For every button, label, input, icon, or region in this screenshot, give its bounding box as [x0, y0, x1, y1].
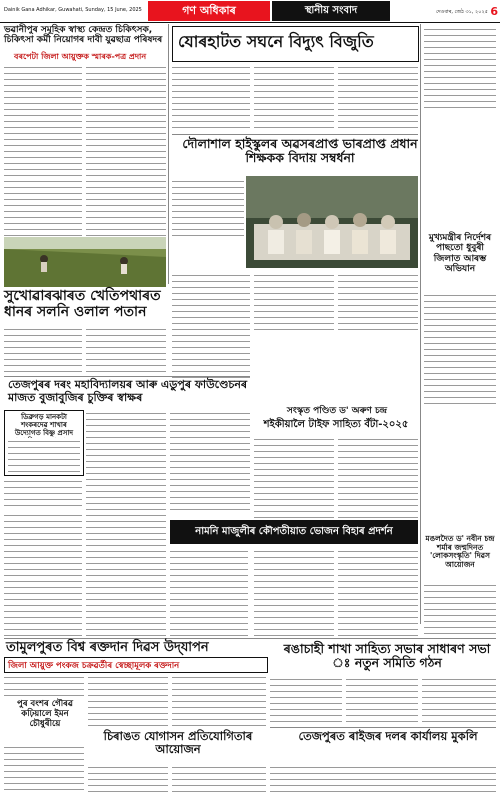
- article-body: [270, 764, 496, 792]
- article-body: [4, 326, 82, 374]
- article-headline: শইকীয়ালৈ টাইফ সাহিত্য বঁটা-২০২৫: [263, 419, 409, 430]
- article-headline: তামুলপুৰত বিশ্ব ৰক্তদান দিৱস উদ্‌যাপন: [6, 640, 209, 655]
- article-headline: তেজপুৰত ৰাইজৰ দলৰ কাৰ্যালয় মুকলি: [298, 729, 478, 743]
- article-body: [338, 64, 418, 132]
- article-headline: দৌলাশাল হাইস্কুলৰ অৱসৰপ্ৰাপ্ত ভাৰপ্ৰাপ্ত প্ৰধান শিক্ষকক বিদায় সম্বৰ্ধনা: [182, 136, 418, 166]
- article-body: [170, 548, 248, 636]
- article-body: [88, 674, 168, 728]
- article-headline: ভৱানীপুৰ সমূহিক স্বাস্থ্য কেন্দ্ৰত চিকিৎসক, চিকিৎসা কৰ্মী নিয়োগৰ দাবী যুৱছাত্ৰ পৰিষদৰ: [4, 25, 163, 46]
- article-body: [422, 676, 496, 724]
- article-body: [172, 764, 266, 792]
- article-headline: সুখোৱাৰঝাৰত খেতিপথাৰত ধানৰ সলনি ওলাল পতান: [4, 288, 161, 321]
- article-body: [424, 26, 496, 112]
- article-body: [270, 676, 342, 724]
- article-body: [254, 64, 334, 132]
- article-body: [424, 292, 496, 404]
- paddy-field-photo: [4, 237, 166, 287]
- article-subhead: বৰপেটা জিলা আয়ুক্তক স্মাৰক-পত্ৰ প্ৰদান: [14, 52, 147, 61]
- article-headline: চিৰাঙত যোগাসন প্ৰতিযোগিতাৰ আয়োজন: [103, 729, 253, 757]
- article-subhead: জিলা আয়ুক্ত পংকজ চক্ৰৱৰ্তীৰ স্বেচ্ছামূলক ৰক্তদান: [8, 661, 180, 671]
- article-body: [254, 436, 334, 520]
- divider: [4, 376, 250, 377]
- article-body: [172, 272, 250, 382]
- article-body: [424, 582, 496, 634]
- article-body: [4, 674, 84, 698]
- article-body: [4, 478, 82, 508]
- article-body: [86, 64, 166, 258]
- article-headline: ডিব্ৰুগড় মানকটা শংকৰদেৱ শাখাৰ উদ্যোগত বিষ্ণু প্ৰসাদ: [14, 413, 74, 438]
- article-body: [86, 410, 166, 510]
- article-body: [4, 744, 84, 792]
- article-body: [338, 436, 418, 520]
- article-body: [172, 674, 266, 728]
- divider: [172, 134, 418, 135]
- article-body: [172, 178, 244, 236]
- article-headline: ৰঙাচাহী শাখা সাহিত্য সভাৰ সাধাৰণ সভা ঃ নতুন সমিতি গঠন: [283, 641, 491, 671]
- article-headline: তেজপুৰৰ দৰং মহাবিদ্যালয়ৰ আৰু এডুপুৰ ফাউণ্ডেচনৰ মাজত বুজাবুজিৰ চুক্তিৰ স্বাক্ষৰ: [8, 378, 248, 404]
- article-headline-banner: নামনি মাজুলীৰ কৌপতীয়াত ভোজন বিহাৰ প্ৰদৰ্শন: [170, 520, 418, 544]
- article-body: [88, 764, 168, 792]
- page-number: 6: [490, 5, 498, 18]
- divider: [270, 727, 496, 728]
- article-body: [4, 512, 82, 636]
- article-body: [338, 272, 418, 330]
- column-divider: [168, 24, 169, 284]
- article-headline: পুৰ বংশৰ গৌৰৱ কঢ়িয়ালে ইমন চৌধুৰীয়ে: [17, 699, 73, 729]
- edition-line: Dainik Gana Adhikar, Guwahati, Sunday, 15 June, 2025: [4, 7, 142, 13]
- article-body: [86, 512, 166, 636]
- masthead-rule: [0, 22, 500, 23]
- article-body: [8, 438, 80, 472]
- assamese-date: দেওবাৰ, জেঠ ৩১, ২০২৫: [436, 9, 488, 15]
- article-headline-top: সংস্কৃত পণ্ডিত ড' অৰুণ চন্দ্ৰ: [286, 406, 388, 416]
- column-divider: [420, 24, 421, 624]
- article-body: [346, 676, 418, 724]
- ceremony-photo: [246, 176, 418, 268]
- divider: [4, 638, 496, 639]
- article-headline: মুখ্যমন্ত্ৰীৰ নিৰ্দেশৰ পাছতো ধুবুৰী জিলাত আৰম্ভ অভিযান: [428, 233, 492, 275]
- article-body: [170, 410, 250, 510]
- article-headline: যোৰহাটত সঘনে বিদ্যুৎ বিজুতি: [178, 32, 374, 51]
- article-body: [254, 548, 334, 636]
- article-body: [338, 548, 418, 636]
- article-body: [172, 64, 250, 132]
- article-headline: মঙলদৈত ড' নবীন চন্দ্ৰ শৰ্মাৰ জন্মদিনত 'লোকসংস্কৃতি' দিৱস আয়োজন: [425, 534, 495, 569]
- article-body: [4, 64, 82, 258]
- section-title: স্থানীয় সংবাদ: [272, 1, 390, 21]
- article-body: [254, 272, 334, 330]
- article-body: [86, 326, 166, 374]
- newspaper-logo: গণ অধিকাৰ: [148, 1, 270, 21]
